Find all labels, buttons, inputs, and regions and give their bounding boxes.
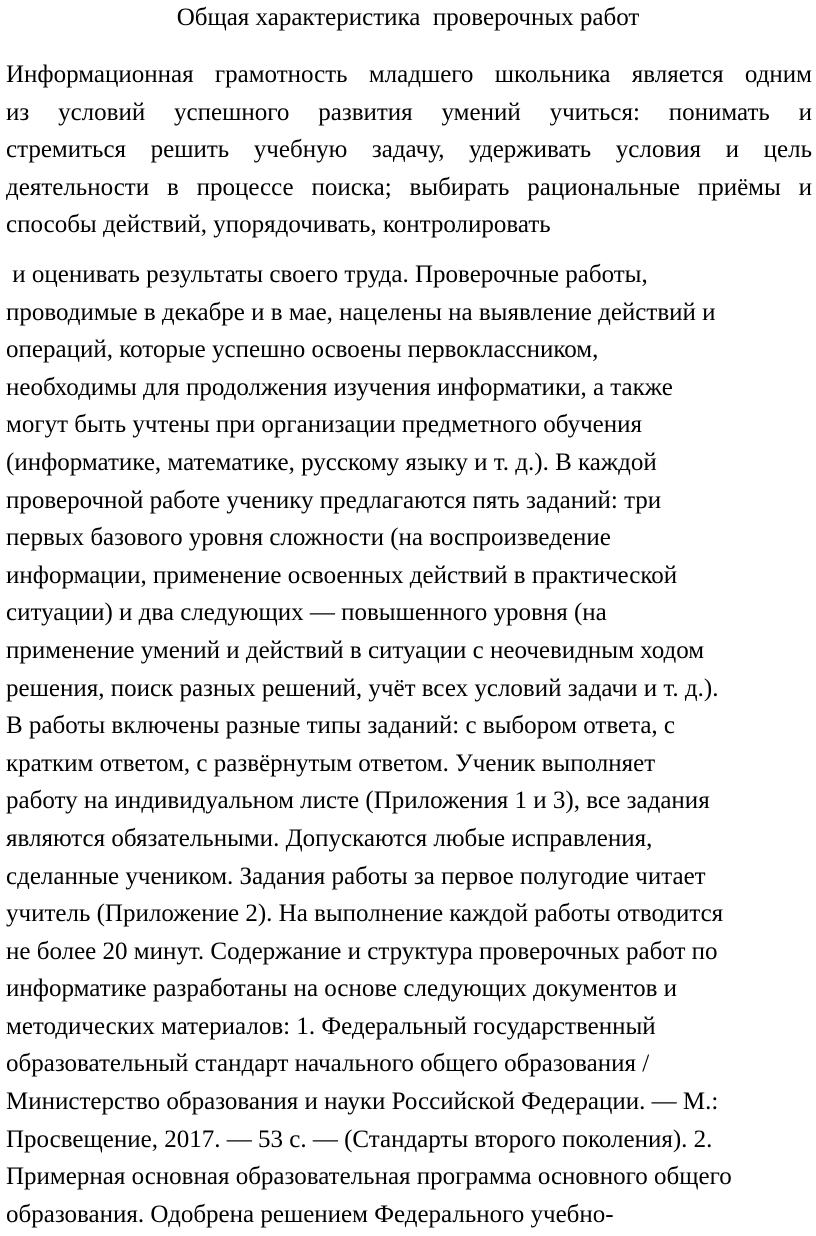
text-line: работу на индивидуальном листе (Приложения 1 и 3), все задания (6, 787, 710, 815)
text-line: проводимые в декабре и в мае, нацелены на выявление действий и (6, 298, 716, 326)
text-line: первых базового уровня сложности (на воспроизведение (6, 524, 611, 552)
text-line: проверочной работе ученику предлагаются пять заданий: три (6, 486, 662, 514)
paragraph-intro (6, 56, 812, 244)
text-line: учитель (Приложение 2). На выполнение каждой работы отводится (6, 900, 724, 928)
text-line: кратким ответом, с развёрнутым ответом. Ученик выполняет (6, 749, 656, 777)
document-title: Общая характеристика проверочных работ (176, 4, 640, 31)
text-line: способы действий, упорядочивать, контролировать (6, 211, 551, 239)
text-line: являются обязательными. Допускаются любые исправления, (6, 824, 653, 852)
paragraph-main (6, 256, 812, 1233)
text-line: сделанные учеником. Задания работы за первое полугодие читает (6, 862, 706, 890)
text-line: образовательный стандарт начального общего образования / (6, 1050, 650, 1078)
text-line: Примерная основная образовательная программа основного общего (6, 1163, 732, 1191)
text-line: решения, поиск разных решений, учёт всех условий задачи и т. д.). (6, 674, 719, 702)
text-line: не более 20 минут. Содержание и структура проверочных работ по (6, 937, 718, 965)
text-line: стремиться решить учебную задачу, удерживать условия и цель (6, 136, 812, 164)
text-line: могут быть учтены при организации предметного обучения (6, 411, 642, 439)
text-line: ситуации) и два следующих — повышенного уровня (на (6, 599, 607, 627)
text-line: В работы включены разные типы заданий: с выбором ответа, с (6, 712, 676, 740)
text-line: необходимы для продолжения изучения информатики, а также (6, 373, 673, 401)
text-line: методических материалов: 1. Федеральный государственный (6, 1012, 656, 1040)
text-line: образования. Одобрена решением Федерального учебно- (6, 1200, 614, 1228)
text-line: деятельности в процессе поиска; выбирать рациональные приёмы и (6, 173, 812, 201)
text-line: (информатике, математике, русскому языку и т. д.). В каждой (6, 448, 657, 476)
text-line: операций, которые успешно освоены первоклассником, (6, 336, 599, 364)
text-line: Информационная грамотность младшего школьника является одним (6, 61, 812, 88)
text-line: и оценивать результаты своего труда. Проверочные работы, (6, 261, 648, 288)
text-line: из условий успешного развития умений учиться: понимать и (6, 98, 812, 126)
text-line: Министерство образования и науки Российской Федерации. — М.: (6, 1088, 719, 1116)
text-line: Просвещение, 2017. — 53 с. — (Стандарты второго поколения). 2. (6, 1125, 713, 1153)
text-line: информатике разработаны на основе следующих документов и (6, 975, 678, 1003)
text-line: информации, применение освоенных действий в практической (6, 561, 678, 589)
text-line: применение умений и действий в ситуации с неочевидным ходом (6, 636, 705, 664)
